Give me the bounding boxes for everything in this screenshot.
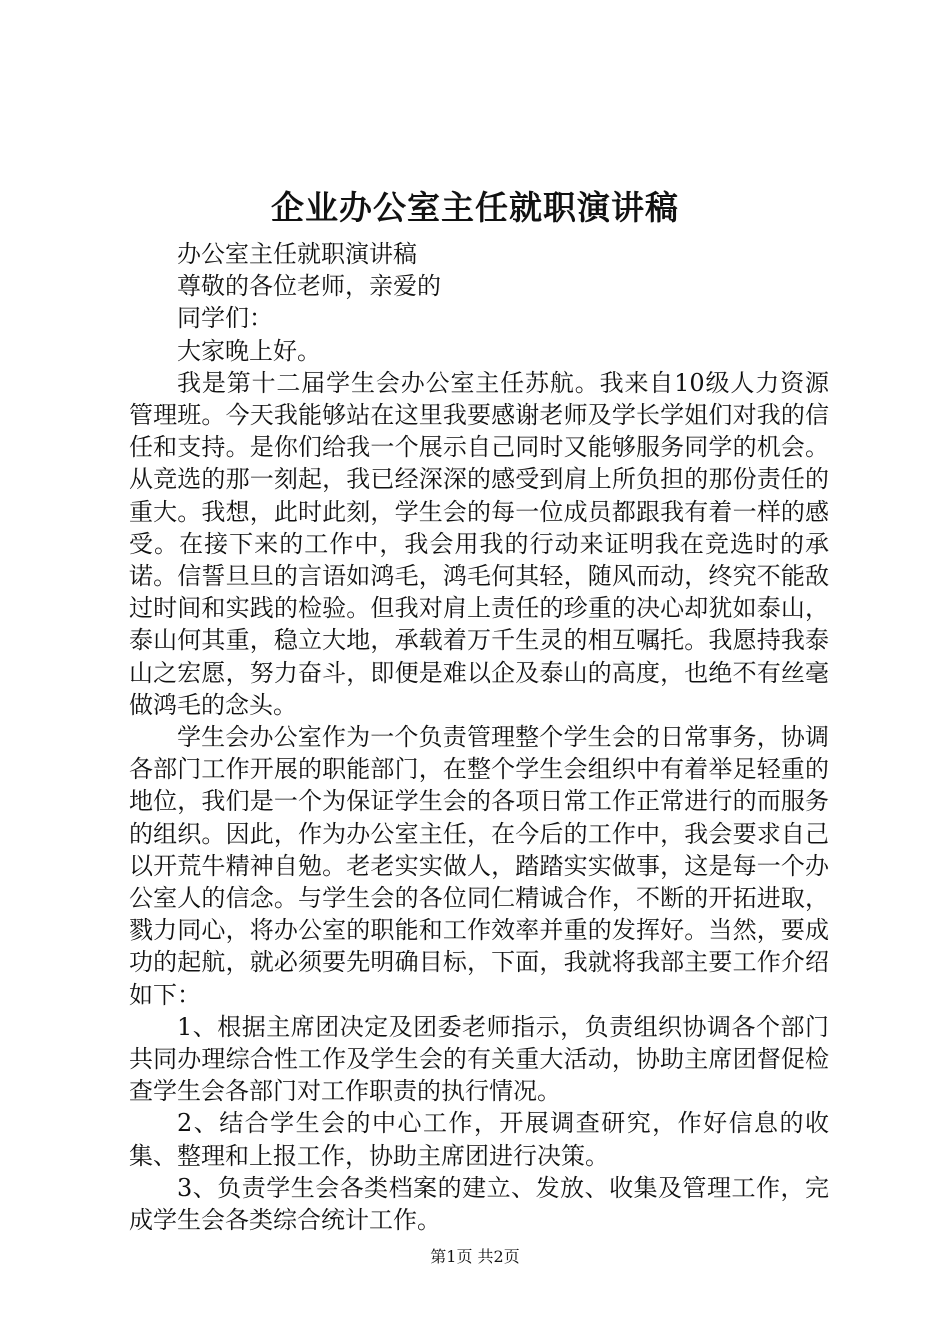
paragraph-duty-3: 3、负责学生会各类档案的建立、发放、收集及管理工作，完成学生会各类综合统计工作。 xyxy=(129,1173,829,1235)
paragraph-salutation-2: 同学们： xyxy=(177,304,273,333)
document-title: 企业办公室主任就职演讲稿 xyxy=(271,188,679,227)
paragraph-duty-1: 1、根据主席团决定及团委老师指示，负责组织协调各个部门共同办理综合性工作及学生会的有关重大活动，协助主席团督促检查学生会各部门对工作职责的执行情况。 xyxy=(129,1012,829,1106)
document-body xyxy=(129,238,829,1236)
paragraph-greeting: 大家晚上好。 xyxy=(177,336,321,365)
paragraph-heading: 办公室主任就职演讲稿 xyxy=(177,240,417,268)
paragraph-introduction: 我是第十二届学生会办公室主任苏航。我来自10级人力资源管理班。今天我能够站在这里我要感谢老师及学长学姐们对我的信任和支持。是你们给我一个展示自己同时又能够服务同学的机会。从竞选的那一刻起，我已经深深的感受到肩上所负担的那份责任的重大。我想，此时此刻，学生会的每一位成员都跟我有着一样的感受。在接下来的工作中，我会用我的行动来证明我在竞选时的承诺。信誓旦旦的言语如鸿毛，鸿毛何其轻，随风而动，终究不能敌过时间和实践的检验。但我对肩上责任的珍重的决心却犹如泰山，泰山何其重，稳立大地，承载着万千生灵的相互嘱托。我愿持我泰山之宏愿，努力奋斗，即便是难以企及泰山的高度，也绝不有丝毫做鸿毛的念头。 xyxy=(129,368,829,719)
paragraph-duty-2: 2、结合学生会的中心工作，开展调查研究，作好信息的收集、整理和上报工作，协助主席团进行决策。 xyxy=(129,1109,829,1170)
page-number-footer: 第1页 共2页 xyxy=(430,1247,520,1266)
paragraph-office-role: 学生会办公室作为一个负责管理整个学生会的日常事务，协调各部门工作开展的职能部门，在整个学生会组织中有着举足轻重的地位，我们是一个为保证学生会的各项日常工作正常进行的而服务的组织。因此，作为办公室主任，在今后的工作中，我会要求自己以开荒牛精神自勉。老老实实做人，踏踏实实做事，这是每一个办公室人的信念。与学生会的各位同仁精诚合作，不断的开拓进取，戮力同心，将办公室的职能和工作效率并重的发挥好。当然，要成功的起航，就必须要先明确目标，下面，我就将我部主要工作介绍如下： xyxy=(129,723,829,1009)
paragraph-salutation-1: 尊敬的各位老师，亲爱的 xyxy=(177,272,441,301)
